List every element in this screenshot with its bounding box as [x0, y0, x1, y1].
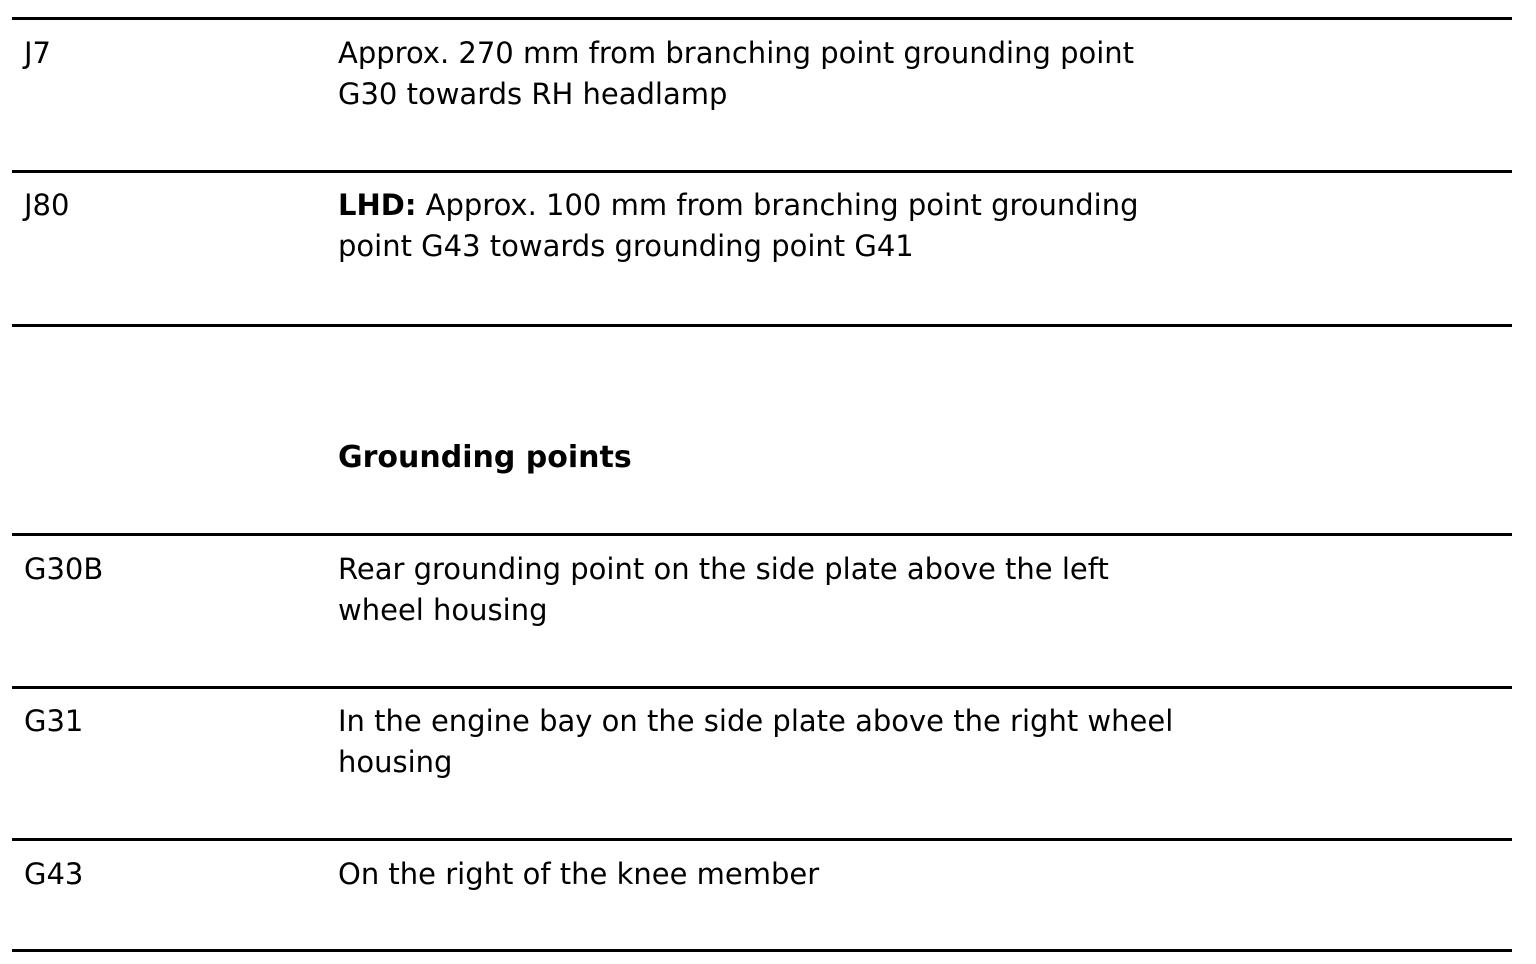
row-description: Rear grounding point on the side plate above the left wheel housing [338, 552, 1109, 627]
row-description: In the engine bay on the side plate above the right wheel housing [338, 704, 1174, 779]
row-code: G43 [24, 857, 84, 891]
table-rule [12, 324, 1512, 327]
row-code: J80 [24, 188, 70, 222]
row-description [338, 33, 1328, 115]
table-rule [12, 949, 1512, 952]
row-description-text: Approx. 270 mm from branching point grounding point G30 towards RH headlamp [338, 36, 1135, 111]
section-heading: Grounding points [338, 440, 632, 475]
row-description [338, 185, 1328, 267]
table-rule [12, 686, 1512, 689]
row-code: G30B [24, 552, 104, 586]
table-rule [12, 17, 1512, 20]
table-rule [12, 533, 1512, 536]
table-rule [12, 838, 1512, 841]
table-rule [12, 170, 1512, 173]
row-code: G31 [24, 704, 84, 738]
row-description-text: Approx. 100 mm from branching point grounding point G43 towards grounding point G41 [338, 188, 1139, 263]
row-description: On the right of the knee member [338, 857, 820, 891]
row-code: J7 [24, 36, 52, 70]
row-prefix-lhd: LHD: [338, 188, 417, 222]
